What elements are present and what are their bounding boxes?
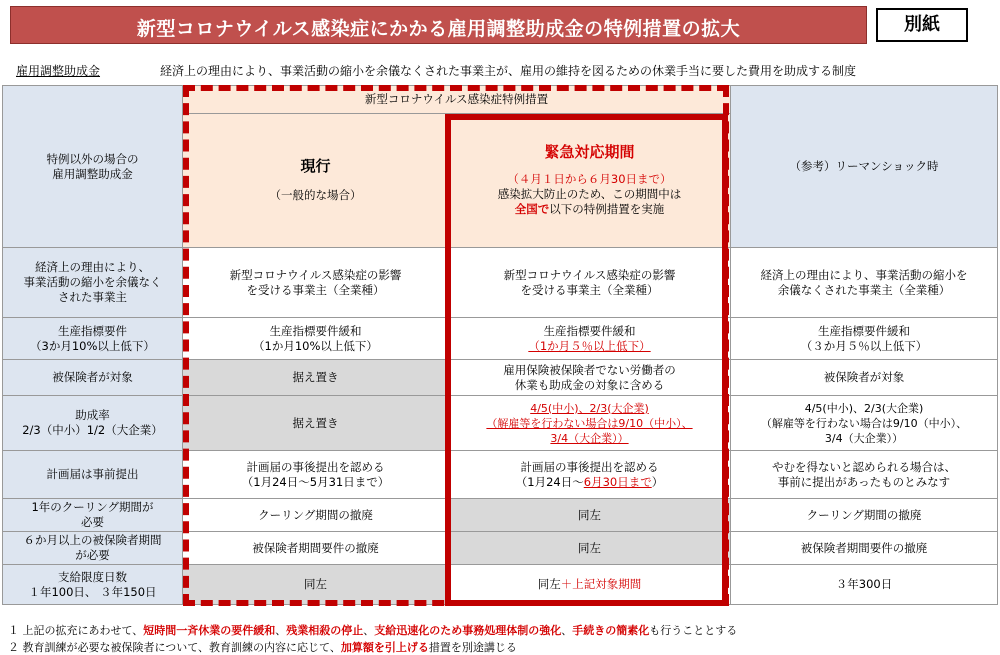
comparison-table: [2, 85, 998, 605]
table-row: [3, 565, 998, 605]
cell-emergency-line1: 生産指標要件緩和: [543, 323, 636, 338]
cell-emergency: 同左: [449, 499, 731, 532]
title-banner: [10, 6, 867, 44]
row-label: 助成率 2/3（中小）1/2（大企業）: [3, 396, 183, 451]
row-label: 支給限度日数 １年100日、 ３年150日: [3, 565, 183, 605]
footnote-1-pre: 上記の拡充にあわせて、: [22, 624, 144, 637]
footnote-1-sep1: 、: [275, 624, 287, 637]
header-current-title: 現行: [300, 156, 331, 175]
footnote-1-post: も行うこととする: [649, 624, 738, 637]
attachment-label: 別紙: [876, 8, 968, 42]
cell-emergency-line1: 計画届の事後提出を認める: [520, 459, 659, 474]
intro-term: 雇用調整助成金: [16, 64, 101, 78]
cell-current: 据え置き: [183, 360, 449, 396]
cell-emergency-line2-pre: （1月24日～: [515, 474, 584, 489]
footnote-1-red4: 手続きの簡素化: [572, 624, 650, 637]
cell-reference: 経済上の理由により、事業活動の縮小を 余儀なくされた事業主（全業種）: [731, 248, 998, 318]
cell-emergency: 雇用保険被保険者でない労働者の 休業も助成金の対象に含める: [449, 360, 731, 396]
row-label: 被保険者が対象: [3, 360, 183, 396]
table-row: [3, 451, 998, 499]
cell-emergency-red: ＋上記対象期間: [560, 577, 642, 591]
cell-emergency-line2-post: ）: [651, 474, 664, 489]
table-row: [3, 532, 998, 565]
cell-reference: クーリング期間の撤廃: [731, 499, 998, 532]
footnote-2-red: 加算額を引上げる: [340, 641, 429, 654]
cell-current: 計画届の事後提出を認める （1月24日～5月31日まで）: [183, 451, 449, 499]
cell-reference: やむを得ないと認められる場合は、 事前に提出があったものとみなす: [731, 451, 998, 499]
row-label: 生産指標要件 （3か月10%以上低下）: [3, 318, 183, 360]
row-label: 1年のクーリング期間が 必要: [3, 499, 183, 532]
cell-emergency-line2-red: 6月30日まで: [583, 474, 652, 489]
table-row: [3, 360, 998, 396]
cell-current: 被保険者期間要件の撤廃: [183, 532, 449, 565]
cell-reference: 4/5(中小)、2/3(大企業) （解雇等を行わない場合は9/10（中小）、 3/4（大企業））: [731, 396, 998, 451]
footnote-2-post: 措置を別途講じる: [428, 641, 517, 654]
cell-emergency-line2: [451, 475, 728, 490]
footnote-1-sep3: 、: [561, 624, 573, 637]
cell-current: 生産指標要件緩和 （1か月10%以上低下）: [183, 318, 449, 360]
cell-emergency: [449, 565, 731, 605]
cell-emergency: 新型コロナウイルス感染症の影響 を受ける事業主（全業種）: [449, 248, 731, 318]
table-row: [3, 499, 998, 532]
header-emergency-desc1: 感染拡大防止のため、この期間中は: [497, 186, 682, 201]
table-row: [3, 248, 998, 318]
header-emergency-desc2: [451, 202, 728, 217]
header-current-sub: （一般的な場合）: [269, 187, 362, 202]
cell-current: 同左: [183, 565, 449, 605]
page-title: 新型コロナウイルス感染症にかかる雇用調整助成金の特例措置の拡大: [136, 18, 741, 40]
footnote-2: [8, 639, 517, 655]
row-label: ６か月以上の被保険者期間 が必要: [3, 532, 183, 565]
header-cell-reference: （参考）リーマンショック時: [731, 86, 998, 248]
footnote-1-number: １: [8, 624, 19, 637]
header-cell-baseline: 特例以外の場合の 雇用調整助成金: [3, 86, 183, 248]
header-emergency-desc2-rest: 以下の特例措置を実施: [549, 201, 665, 216]
cell-emergency-line2: （1か月５％以上低下）: [528, 338, 651, 353]
header-cell-current: [183, 114, 449, 248]
cell-current: 新型コロナウイルス感染症の影響 を受ける事業主（全業種）: [183, 248, 449, 318]
cell-reference: ３年300日: [731, 565, 998, 605]
cell-emergency: 同左: [449, 532, 731, 565]
cell-reference: 被保険者期間要件の撤廃: [731, 532, 998, 565]
row-label: 計画届は事前提出: [3, 451, 183, 499]
cell-current: クーリング期間の撤廃: [183, 499, 449, 532]
cell-emergency: [449, 451, 731, 499]
header-cell-emergency: [449, 114, 731, 248]
footnote-1-red3: 支給迅速化のため事務処理体制の強化: [374, 624, 562, 637]
footnote-2-pre: 教育訓練が必要な被保険者について、教育訓練の内容に応じて、: [22, 641, 341, 654]
cell-reference: 被保険者が対象: [731, 360, 998, 396]
cell-reference: 生産指標要件緩和 （３か月５％以上低下）: [731, 318, 998, 360]
header-emergency-title: 緊急対応期間: [544, 142, 635, 161]
footnote-1: [8, 622, 737, 638]
footnote-1-red2: 残業相殺の停止: [286, 624, 364, 637]
header-special-measures: 新型コロナウイルス感染症特例措置: [183, 86, 731, 114]
row-label: 経済上の理由により、 事業活動の縮小を余儀なく された事業主: [3, 248, 183, 318]
cell-current: 据え置き: [183, 396, 449, 451]
cell-emergency: 4/5(中小)、2/3(大企業) （解雇等を行わない場合は9/10（中小）、 3/4（大企業））: [449, 396, 731, 451]
header-emergency-period: （４月１日から６月30日まで）: [507, 171, 672, 186]
footnote-1-red1: 短時間一斉休業の要件緩和: [143, 624, 276, 637]
header-emergency-desc2-red: 全国で: [514, 201, 550, 216]
footnote-2-number: ２: [8, 641, 19, 654]
cell-emergency-pre: 同左: [537, 577, 561, 591]
table-row: [3, 318, 998, 360]
cell-emergency: [449, 318, 731, 360]
table-row: [3, 396, 998, 451]
intro-description: 経済上の理由により、事業活動の縮小を余儀なくされた事業主が、雇用の維持を図るための休業手当に要した費用を助成する制度: [160, 64, 857, 78]
footnote-1-sep2: 、: [363, 624, 375, 637]
